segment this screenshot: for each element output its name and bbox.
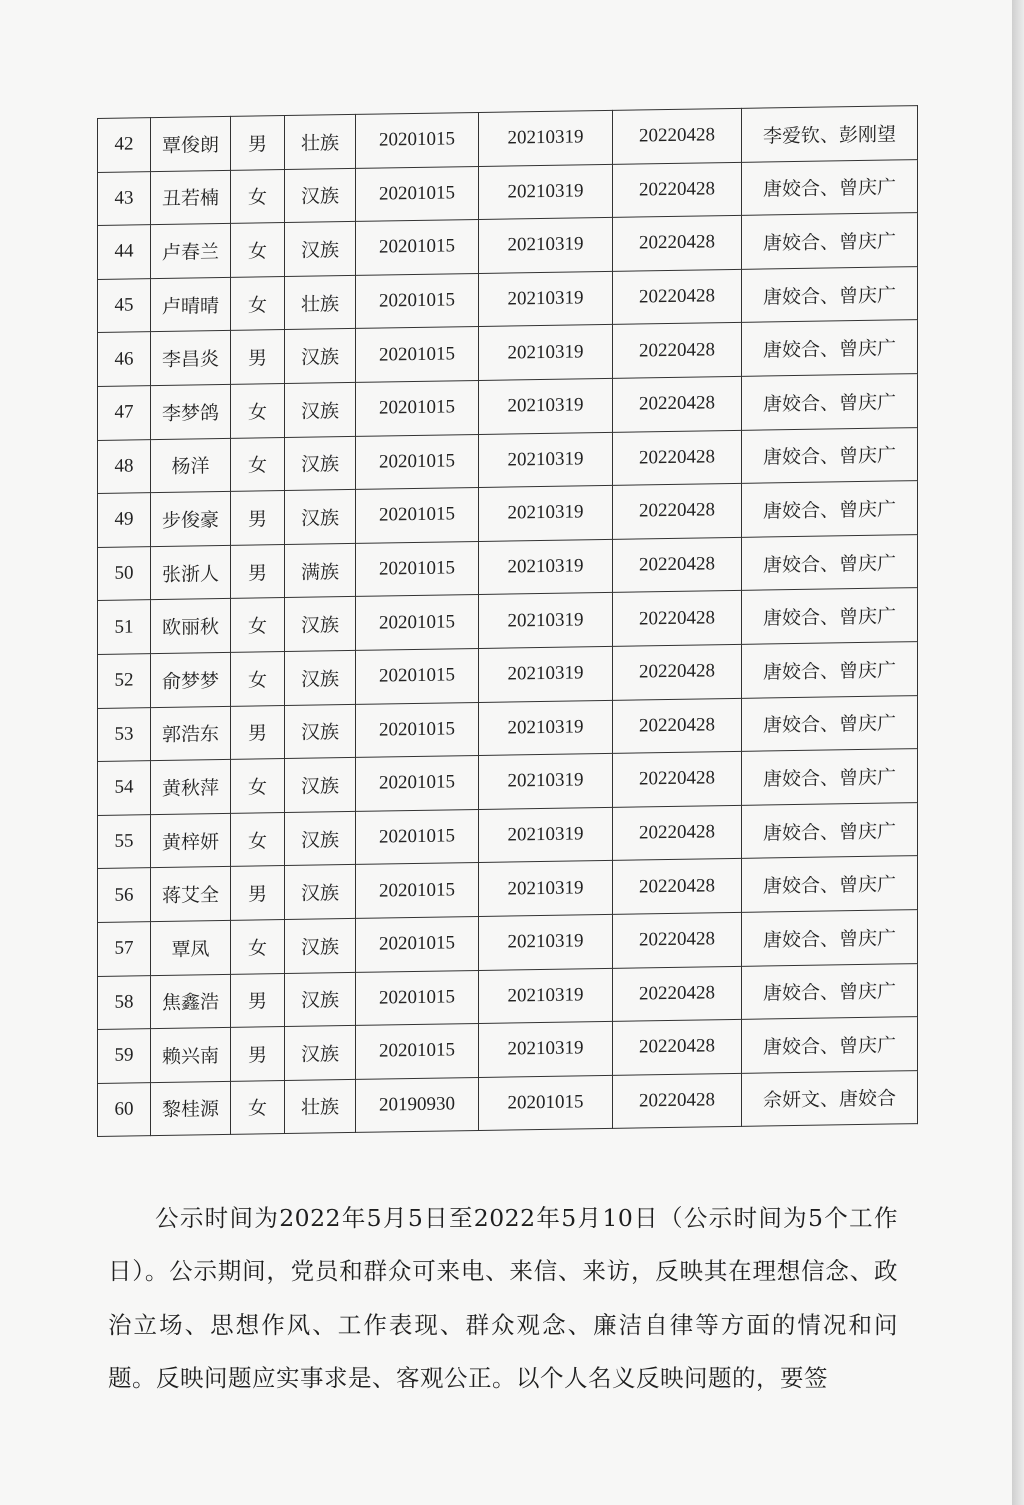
row-number-cell: 48 [98,439,151,493]
row-number-cell: 44 [98,225,151,279]
ethnicity-cell: 汉族 [285,811,356,866]
date-cell-1: 20201015 [356,595,479,651]
name-cell: 焦鑫浩 [151,974,231,1029]
row-number-cell: 47 [98,386,151,440]
date-cell-2: 20210319 [479,861,613,917]
date-cell-2: 20210319 [479,1021,613,1077]
date-cell-2: 20210319 [479,432,613,488]
date-cell-2: 20210319 [479,539,613,595]
name-cell: 卢春兰 [151,224,231,279]
date-cell-1: 20201015 [356,916,479,972]
introducers-cell: 佘妍文、唐姣合 [742,1070,918,1126]
date-cell-1: 20201015 [356,327,479,383]
date-cell-2: 20210319 [479,486,613,542]
date-cell-3: 20220428 [613,537,742,593]
introducers-cell: 唐姣合、曾庆广 [742,159,918,215]
name-cell: 步俊豪 [151,492,231,547]
name-cell: 张浙人 [151,545,231,600]
ethnicity-cell: 汉族 [285,972,356,1027]
date-cell-3: 20220428 [613,591,742,647]
member-roster-table [97,105,918,1137]
introducers-cell: 唐姣合、曾庆广 [742,856,918,912]
name-cell: 覃俊朗 [151,116,231,171]
date-cell-2: 20210319 [479,646,613,702]
introducers-cell: 唐姣合、曾庆广 [742,963,918,1019]
date-cell-3: 20220428 [613,1019,742,1075]
ethnicity-cell: 汉族 [285,865,356,920]
ethnicity-cell: 汉族 [285,704,356,759]
introducers-cell: 唐姣合、曾庆广 [742,534,918,590]
name-cell: 赖兴南 [151,1027,231,1082]
name-cell: 黄秋萍 [151,760,231,815]
date-cell-2: 20210319 [479,110,613,166]
name-cell: 李梦鸽 [151,384,231,439]
row-number-cell: 43 [98,171,151,225]
date-cell-3: 20220428 [613,966,742,1022]
sex-cell: 女 [231,223,285,277]
date-cell-3: 20220428 [613,484,742,540]
date-cell-1: 20201015 [356,220,479,276]
name-cell: 欧丽秋 [151,599,231,654]
ethnicity-cell: 汉族 [285,758,356,813]
sex-cell: 女 [231,169,285,223]
ethnicity-cell: 满族 [285,543,356,598]
sex-cell: 男 [231,491,285,545]
date-cell-3: 20220428 [613,323,742,379]
ethnicity-cell: 汉族 [285,490,356,545]
introducers-cell: 唐姣合、曾庆广 [742,802,918,858]
sex-cell: 男 [231,866,285,920]
date-cell-1: 20201015 [356,1024,479,1080]
date-cell-2: 20210319 [479,271,613,327]
date-cell-1: 20201015 [356,488,479,544]
date-cell-1: 20201015 [356,541,479,597]
introducers-cell: 李爱钦、彭刚望 [742,106,918,162]
row-number-cell: 45 [98,278,151,332]
sex-cell: 女 [231,812,285,866]
date-cell-3: 20220428 [613,216,742,272]
date-cell-3: 20220428 [613,859,742,915]
date-cell-3: 20220428 [613,269,742,325]
introducers-cell: 唐姣合、曾庆广 [742,1017,918,1073]
page-edge-shadow [1012,0,1024,1505]
introducers-cell: 唐姣合、曾庆广 [742,588,918,644]
date-cell-3: 20220428 [613,162,742,218]
sex-cell: 女 [231,1080,285,1134]
date-cell-1: 20201015 [356,863,479,919]
ethnicity-cell: 汉族 [285,222,356,277]
row-number-cell: 54 [98,761,151,815]
name-cell: 李昌炎 [151,331,231,386]
name-cell: 覃凤 [151,920,231,975]
row-number-cell: 55 [98,814,151,868]
sex-cell: 女 [231,651,285,705]
sex-cell: 女 [231,384,285,438]
ethnicity-cell: 壮族 [285,114,356,169]
date-cell-2: 20210319 [479,218,613,274]
introducers-cell: 唐姣合、曾庆广 [742,266,918,322]
sex-cell: 男 [231,330,285,384]
row-number-cell: 42 [98,118,151,172]
sex-cell: 男 [231,973,285,1027]
sex-cell: 女 [231,437,285,491]
row-number-cell: 49 [98,493,151,547]
date-cell-1: 20201015 [356,380,479,436]
row-number-cell: 46 [98,332,151,386]
name-cell: 丑若楠 [151,170,231,225]
name-cell: 黄梓妍 [151,813,231,868]
date-cell-1: 20201015 [356,166,479,222]
date-cell-1: 20201015 [356,273,479,329]
name-cell: 郭浩东 [151,706,231,761]
introducers-cell: 唐姣合、曾庆广 [742,213,918,269]
date-cell-3: 20220428 [613,805,742,861]
ethnicity-cell: 壮族 [285,275,356,330]
row-number-cell: 57 [98,922,151,976]
ethnicity-cell: 汉族 [285,382,356,437]
row-number-cell: 60 [98,1082,151,1136]
introducers-cell: 唐姣合、曾庆广 [742,481,918,537]
row-number-cell: 51 [98,600,151,654]
roster-table-body [98,106,918,1137]
row-number-cell: 52 [98,654,151,708]
date-cell-1: 20201015 [356,756,479,812]
date-cell-2: 20210319 [479,378,613,434]
date-cell-1: 20201015 [356,113,479,169]
sex-cell: 男 [231,544,285,598]
date-cell-1: 20201015 [356,648,479,704]
sex-cell: 男 [231,705,285,759]
row-number-cell: 56 [98,868,151,922]
date-cell-3: 20220428 [613,430,742,486]
ethnicity-cell: 汉族 [285,436,356,491]
name-cell: 蒋艾全 [151,867,231,922]
sex-cell: 男 [231,116,285,170]
sex-cell: 男 [231,1027,285,1081]
ethnicity-cell: 汉族 [285,650,356,705]
date-cell-3: 20220428 [613,698,742,754]
sex-cell: 女 [231,276,285,330]
ethnicity-cell: 汉族 [285,329,356,384]
date-cell-1: 20201015 [356,702,479,758]
sex-cell: 女 [231,919,285,973]
date-cell-2: 20210319 [479,593,613,649]
date-cell-2: 20210319 [479,968,613,1024]
introducers-cell: 唐姣合、曾庆广 [742,695,918,751]
date-cell-2: 20210319 [479,164,613,220]
date-cell-3: 20220428 [613,752,742,808]
date-cell-2: 20210319 [479,914,613,970]
sex-cell: 女 [231,759,285,813]
introducers-cell: 唐姣合、曾庆广 [742,642,918,698]
ethnicity-cell: 壮族 [285,1079,356,1134]
date-cell-1: 20201015 [356,809,479,865]
date-cell-3: 20220428 [613,1073,742,1129]
date-cell-2: 20210319 [479,807,613,863]
date-cell-3: 20220428 [613,108,742,164]
introducers-cell: 唐姣合、曾庆广 [742,320,918,376]
table-row [98,1070,918,1136]
date-cell-3: 20220428 [613,912,742,968]
row-number-cell: 58 [98,975,151,1029]
date-cell-1: 20201015 [356,434,479,490]
name-cell: 卢晴晴 [151,277,231,332]
introducers-cell: 唐姣合、曾庆广 [742,374,918,430]
name-cell: 黎桂源 [151,1081,231,1136]
row-number-cell: 50 [98,546,151,600]
introducers-cell: 唐姣合、曾庆广 [742,427,918,483]
name-cell: 杨洋 [151,438,231,493]
date-cell-1: 20190930 [356,1077,479,1133]
date-cell-1: 20201015 [356,970,479,1026]
date-cell-2: 20210319 [479,754,613,810]
ethnicity-cell: 汉族 [285,597,356,652]
sex-cell: 女 [231,598,285,652]
row-number-cell: 53 [98,707,151,761]
ethnicity-cell: 汉族 [285,168,356,223]
date-cell-3: 20220428 [613,644,742,700]
name-cell: 俞梦梦 [151,652,231,707]
date-cell-3: 20220428 [613,376,742,432]
date-cell-2: 20210319 [479,325,613,381]
ethnicity-cell: 汉族 [285,1026,356,1081]
row-number-cell: 59 [98,1029,151,1083]
date-cell-2: 20210319 [479,700,613,756]
ethnicity-cell: 汉族 [285,918,356,973]
date-cell-2: 20201015 [479,1075,613,1131]
publicity-notice-paragraph: 公示时间为2022年5月5日至2022年5月10日（公示时间为5个工作日）。公示期间，党员和群众可来电、来信、来访，反映其在理想信念、政治立场、思想作风、工作表现、群众观念、廉洁自律等方面的情况和问题。反映问题应实事求是、客观公正。以个人名义反映问题的，要签 [108,1203,898,1392]
introducers-cell: 唐姣合、曾庆广 [742,910,918,966]
introducers-cell: 唐姣合、曾庆广 [742,749,918,805]
